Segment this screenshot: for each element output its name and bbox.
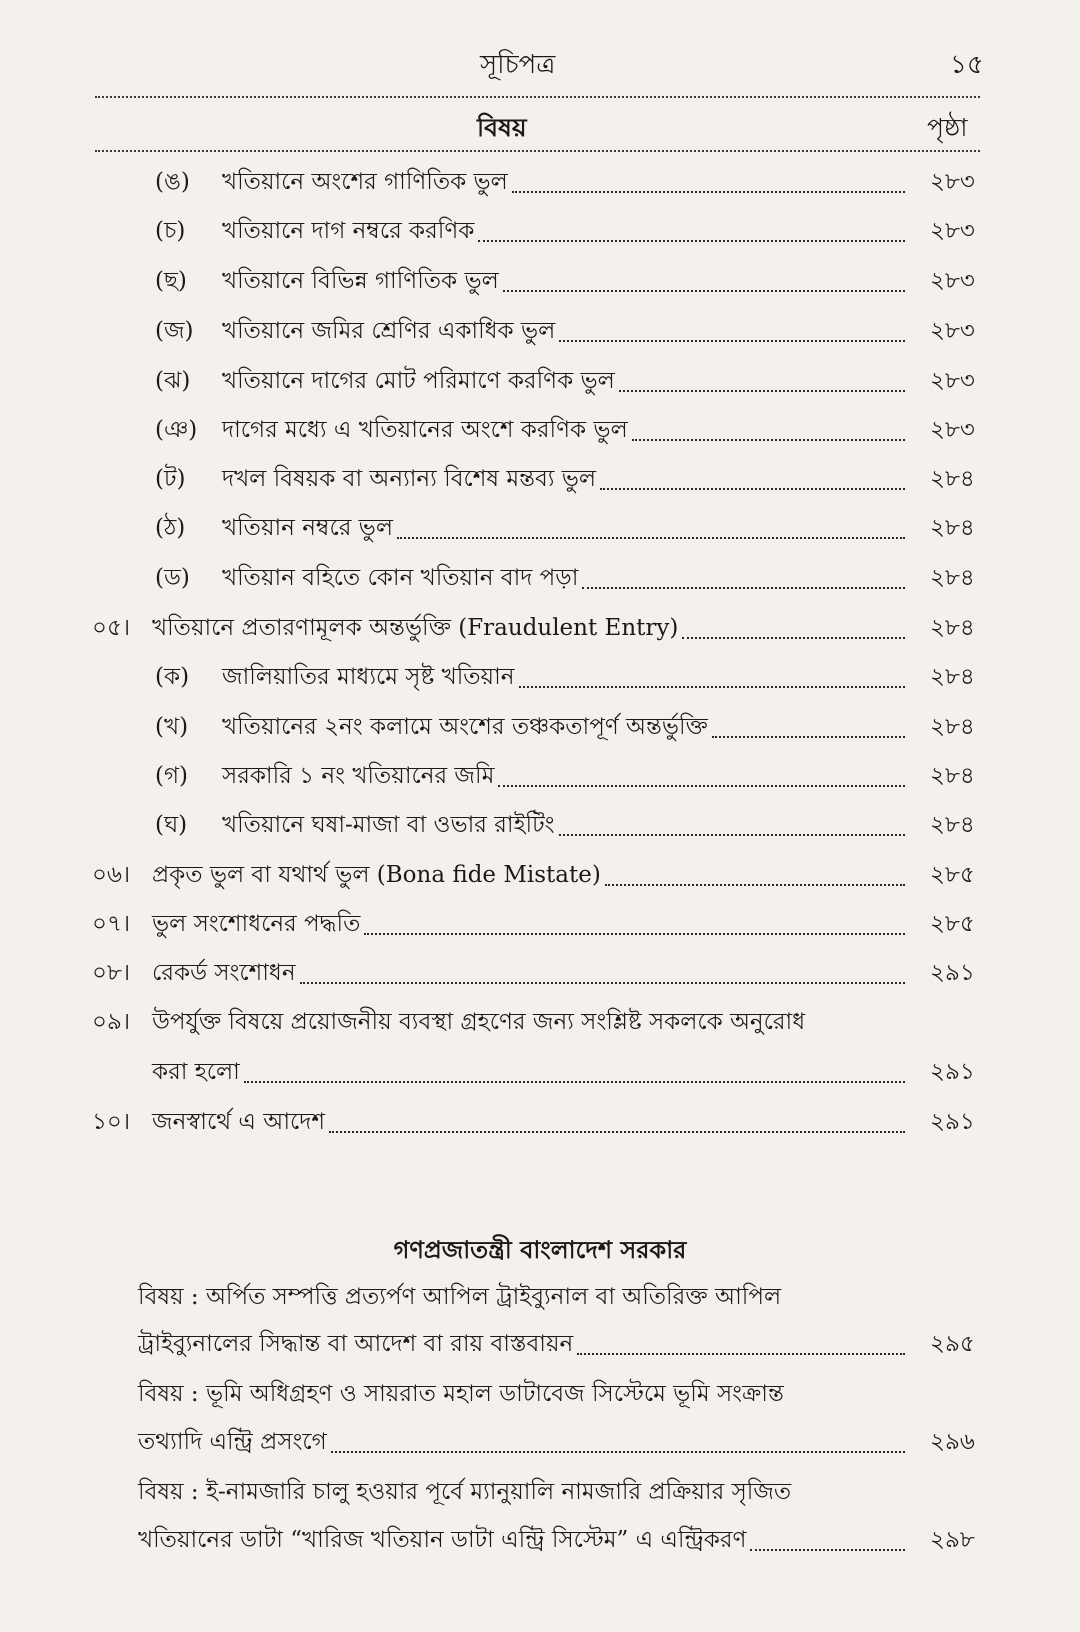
entry-page: ২৮৩ (930, 169, 975, 195)
dot-leader (397, 537, 905, 539)
entry-label: ভুল সংশোধনের পদ্ধতি (152, 911, 361, 937)
section-item-subject-continued: খতিয়ানের ডাটা “খারিজ খতিয়ান ডাটা এন্ট্রি সিস্টেম” এ এন্ট্রিকরণ (138, 1527, 747, 1553)
section-title: গণপ্রজাতন্ত্রী বাংলাদেশ সরকার (393, 1235, 687, 1264)
dot-leader (478, 240, 905, 242)
entry-label: খতিয়ানের ২নং কলামে অংশের তঞ্চকতাপূর্ণ অন্তর্ভুক্তি (222, 714, 708, 740)
entry-label: দখল বিষয়ক বা অন্যান্য বিশেষ মন্তব্য ভুল (222, 466, 597, 492)
dot-leader (331, 1451, 905, 1453)
toc-entry (0, 367, 1080, 401)
dot-leader (364, 933, 905, 935)
entry-label: খতিয়ানে প্রতারণামূলক অন্তর্ভুক্তি (Fraudulent Entry) (152, 615, 679, 641)
dot-leader (519, 686, 906, 688)
dot-leader (605, 884, 905, 886)
dot-leader (503, 290, 905, 292)
toc-entry (0, 811, 1080, 845)
entry-label: উপর্যুক্ত বিষয়ে প্রয়োজনীয় ব্যবস্থা গ্রহণের জন্য সংশ্লিষ্ট সকলকে অনুরোধ (152, 1009, 806, 1035)
entry-page: ২৯১ (930, 1109, 975, 1135)
section-item-subject-continued: ট্রাইব্যুনালের সিদ্ধান্ত বা আদেশ বা রায় বাস্তবায়ন (138, 1331, 574, 1357)
entry-label: রেকর্ড সংশোধন (152, 960, 296, 986)
entry-number: (ঝ) (155, 368, 191, 394)
entry-number: (ক) (155, 664, 190, 690)
toc-entry (0, 564, 1080, 598)
dot-leader (712, 736, 905, 738)
entry-label: সরকারি ১ নং খতিয়ানের জমি (222, 763, 495, 789)
entry-number: ০৯। (92, 1009, 131, 1035)
entry-label: প্রকৃত ভুল বা যথার্থ ভুল (Bona fide Mistate) (152, 862, 601, 888)
toc-entry (0, 416, 1080, 450)
entry-label: খতিয়ান বহিতে কোন খতিয়ান বাদ পড়া (222, 565, 579, 591)
entry-number: ০৭। (92, 911, 131, 937)
entry-number: (ঙ) (155, 169, 190, 195)
entry-label: জালিয়াতির মাধ্যমে সৃষ্ট খতিয়ান (222, 664, 515, 690)
dot-leader (244, 1081, 905, 1083)
column-header-page: পৃষ্ঠা (927, 113, 968, 142)
entry-label-continued: করা হলো (152, 1059, 240, 1085)
entry-number: (ঞ) (155, 417, 198, 443)
section-item-line-continued (0, 1428, 1080, 1462)
entry-number: ০৬। (92, 862, 131, 888)
dot-leader (300, 982, 905, 984)
section-item-line-continued (0, 1526, 1080, 1560)
dot-leader (577, 1353, 905, 1355)
section-item-line-continued (0, 1330, 1080, 1364)
toc-entry (0, 1008, 1080, 1042)
entry-number: (ট) (155, 466, 186, 492)
entry-number: (ঠ) (155, 515, 186, 541)
column-header-subject: বিষয় (477, 113, 527, 142)
entry-page: ২৮৪ (930, 664, 975, 690)
toc-entry (0, 514, 1080, 548)
dot-leader (582, 587, 905, 589)
toc-entry (0, 217, 1080, 251)
toc-entry (0, 959, 1080, 993)
section-item-subject-continued: তথ্যাদি এন্ট্রি প্রসংগে (138, 1429, 327, 1455)
entry-number: (চ) (155, 218, 186, 244)
running-title: সূচিপত্র (480, 50, 556, 80)
entry-page: ২৮৩ (930, 368, 975, 394)
entry-number: (ছ) (155, 268, 187, 294)
toc-entry (0, 762, 1080, 796)
entry-page: ২৯১ (930, 960, 975, 986)
dot-leader (619, 390, 905, 392)
entry-label: খতিয়ানে জমির শ্রেণির একাধিক ভুল (222, 318, 556, 344)
section-item-line (0, 1380, 1080, 1414)
entry-label: জনস্বার্থে এ আদেশ (152, 1109, 325, 1135)
entry-page: ২৮৩ (930, 268, 975, 294)
entry-page: ২৮৪ (930, 714, 975, 740)
dot-leader (632, 439, 905, 441)
entry-page: ২৮৪ (930, 466, 975, 492)
entry-page: ২৮৫ (930, 862, 975, 888)
header-divider (95, 96, 980, 98)
section-item-page: ২৯৮ (930, 1527, 975, 1553)
toc-entry (0, 168, 1080, 202)
entry-page: ২৮৪ (930, 763, 975, 789)
section-item-line (0, 1283, 1080, 1317)
entry-number: ০৮। (92, 960, 131, 986)
dot-leader (498, 785, 905, 787)
toc-entry (0, 861, 1080, 895)
entry-number: ০৫। (92, 615, 131, 641)
section-item-page: ২৯৫ (930, 1331, 975, 1357)
section-item-line (0, 1478, 1080, 1512)
section-item-subject: বিষয় : অর্পিত সম্পত্তি প্রত্যর্পণ আপিল ট্রাইব্যুনাল বা অতিরিক্ত আপিল (138, 1284, 782, 1310)
section-item-subject: বিষয় : ভূমি অধিগ্রহণ ও সায়রাত মহাল ডাটাবেজ সিস্টেমে ভূমি সংক্রান্ত (138, 1381, 784, 1407)
entry-number: (গ) (155, 763, 189, 789)
toc-entry (0, 713, 1080, 747)
entry-label: খতিয়ানে দাগের মোট পরিমাণে করণিক ভুল (222, 368, 615, 394)
entry-label: খতিয়ানে বিভিন্ন গাণিতিক ভুল (222, 268, 499, 294)
entry-page: ২৮৪ (930, 812, 975, 838)
entry-label: খতিয়ানে দাগ নম্বরে করণিক (222, 218, 475, 244)
dot-leader (559, 834, 905, 836)
entry-page: ২৯১ (930, 1059, 975, 1085)
dot-leader (512, 191, 905, 193)
dot-leader (682, 637, 905, 639)
entry-page: ২৮৩ (930, 318, 975, 344)
entry-page: ২৮৪ (930, 515, 975, 541)
toc-entry (0, 317, 1080, 351)
entry-number: (খ) (155, 714, 189, 740)
page-number: ১৫ (950, 50, 984, 80)
entry-page: ২৮৪ (930, 615, 975, 641)
toc-entry (0, 614, 1080, 648)
entry-page: ২৮৩ (930, 417, 975, 443)
entry-label: দাগের মধ্যে এ খতিয়ানের অংশে করণিক ভুল (222, 417, 628, 443)
entry-number: ১০। (92, 1109, 131, 1135)
toc-entry (0, 1108, 1080, 1142)
column-header-divider (95, 150, 980, 152)
section-item-page: ২৯৬ (930, 1429, 975, 1455)
entry-number: (ড) (155, 565, 190, 591)
entry-number: (ঘ) (155, 812, 188, 838)
toc-entry (0, 910, 1080, 944)
entry-page: ২৮৫ (930, 911, 975, 937)
dot-leader (600, 488, 905, 490)
toc-entry (0, 267, 1080, 301)
toc-entry (0, 465, 1080, 499)
section-item-subject: বিষয় : ই-নামজারি চালু হওয়ার পূর্বে ম্যানুয়ালি নামজারি প্রক্রিয়ার সৃজিত (138, 1479, 792, 1505)
entry-page: ২৮৪ (930, 565, 975, 591)
entry-label: খতিয়ানে অংশের গাণিতিক ভুল (222, 169, 508, 195)
entry-label: খতিয়ান নম্বরে ভুল (222, 515, 393, 541)
toc-entry (0, 663, 1080, 697)
dot-leader (559, 340, 905, 342)
dot-leader (750, 1549, 905, 1551)
toc-entry-continuation (0, 1058, 1080, 1092)
entry-number: (জ) (155, 318, 194, 344)
dot-leader (329, 1131, 905, 1133)
entry-page: ২৮৩ (930, 218, 975, 244)
entry-label: খতিয়ানে ঘষা-মাজা বা ওভার রাইটিং (222, 812, 555, 838)
